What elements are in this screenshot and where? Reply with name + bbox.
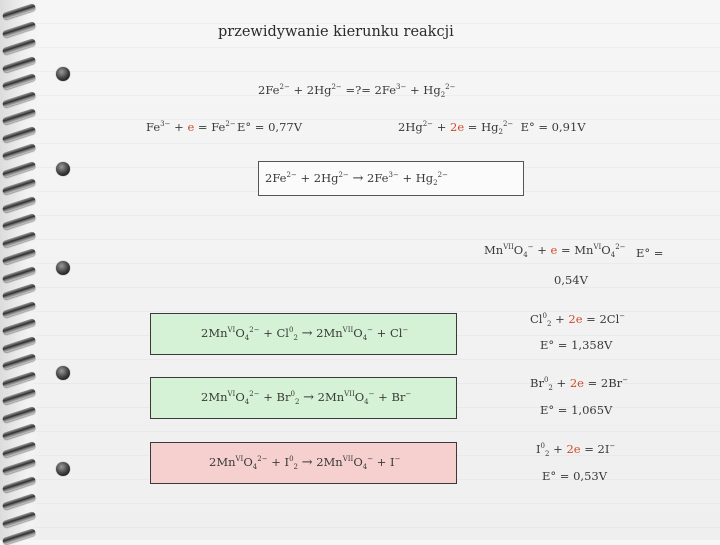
reaction-equation-i: $2Mn^{VI}O_4^{2-} + I^0_2 \to 2Mn^{VII}O_4^- + I^-$ <box>209 455 401 471</box>
half-reaction-mn: $Mn^{VII}O_4^- + e = Mn^{VI}O_4^{2-}$ <box>484 243 626 259</box>
reaction-box-cl <box>150 313 457 355</box>
half-reaction-hg: $2Hg^{2-} + 2e = Hg_2^{2-}$ E° = 0,91V <box>398 120 586 136</box>
half-reaction-fe: $Fe^{3-} + e = Fe^{2-}$ <box>146 120 236 134</box>
potential-mn-value: 0,54V <box>554 273 588 287</box>
half-reaction-i: $I^0_2 + 2e = 2I^-$ <box>536 442 616 458</box>
reaction-box-br <box>150 377 457 419</box>
half-reaction-br: $Br^0_2 + 2e = 2Br^-$ <box>530 376 629 392</box>
result-box <box>258 161 524 196</box>
reaction-equation-br: $2Mn^{VI}O_4^{2-} + Br^0_2 \to 2Mn^{VII}O_4^- + Br^-$ <box>201 390 412 406</box>
potential-br: E° = 1,065V <box>540 403 613 417</box>
reaction-equation-cl: $2Mn^{VI}O_4^{2-} + Cl^0_2 \to 2Mn^{VII}O_4^- + Cl^-$ <box>201 326 409 342</box>
potential-cl: E° = 1,358V <box>540 338 613 352</box>
binder-hole <box>56 162 70 176</box>
binder-hole <box>56 67 70 81</box>
binder-hole <box>56 261 70 275</box>
binder-hole <box>56 366 70 380</box>
result-equation: $2Fe^{2-} + 2Hg^{2-} \to 2Fe^{3-} + Hg_2^{2-}$ <box>265 171 448 187</box>
potential-mn-label: E° = <box>636 246 664 260</box>
half-reaction-cl: $Cl^0_2 + 2e = 2Cl^-$ <box>530 312 626 328</box>
reaction-box-i <box>150 442 457 484</box>
equation-question: $2Fe^{2-} + 2Hg^{2-}$ =?= $2Fe^{3-} + Hg_2^{2-}$ <box>258 83 456 99</box>
binder-hole <box>56 462 70 476</box>
potential-i: E° = 0,53V <box>542 469 608 483</box>
potential-fe: E° = 0,77V <box>237 120 303 134</box>
page-title: przewidywanie kierunku reakcji <box>218 24 454 40</box>
